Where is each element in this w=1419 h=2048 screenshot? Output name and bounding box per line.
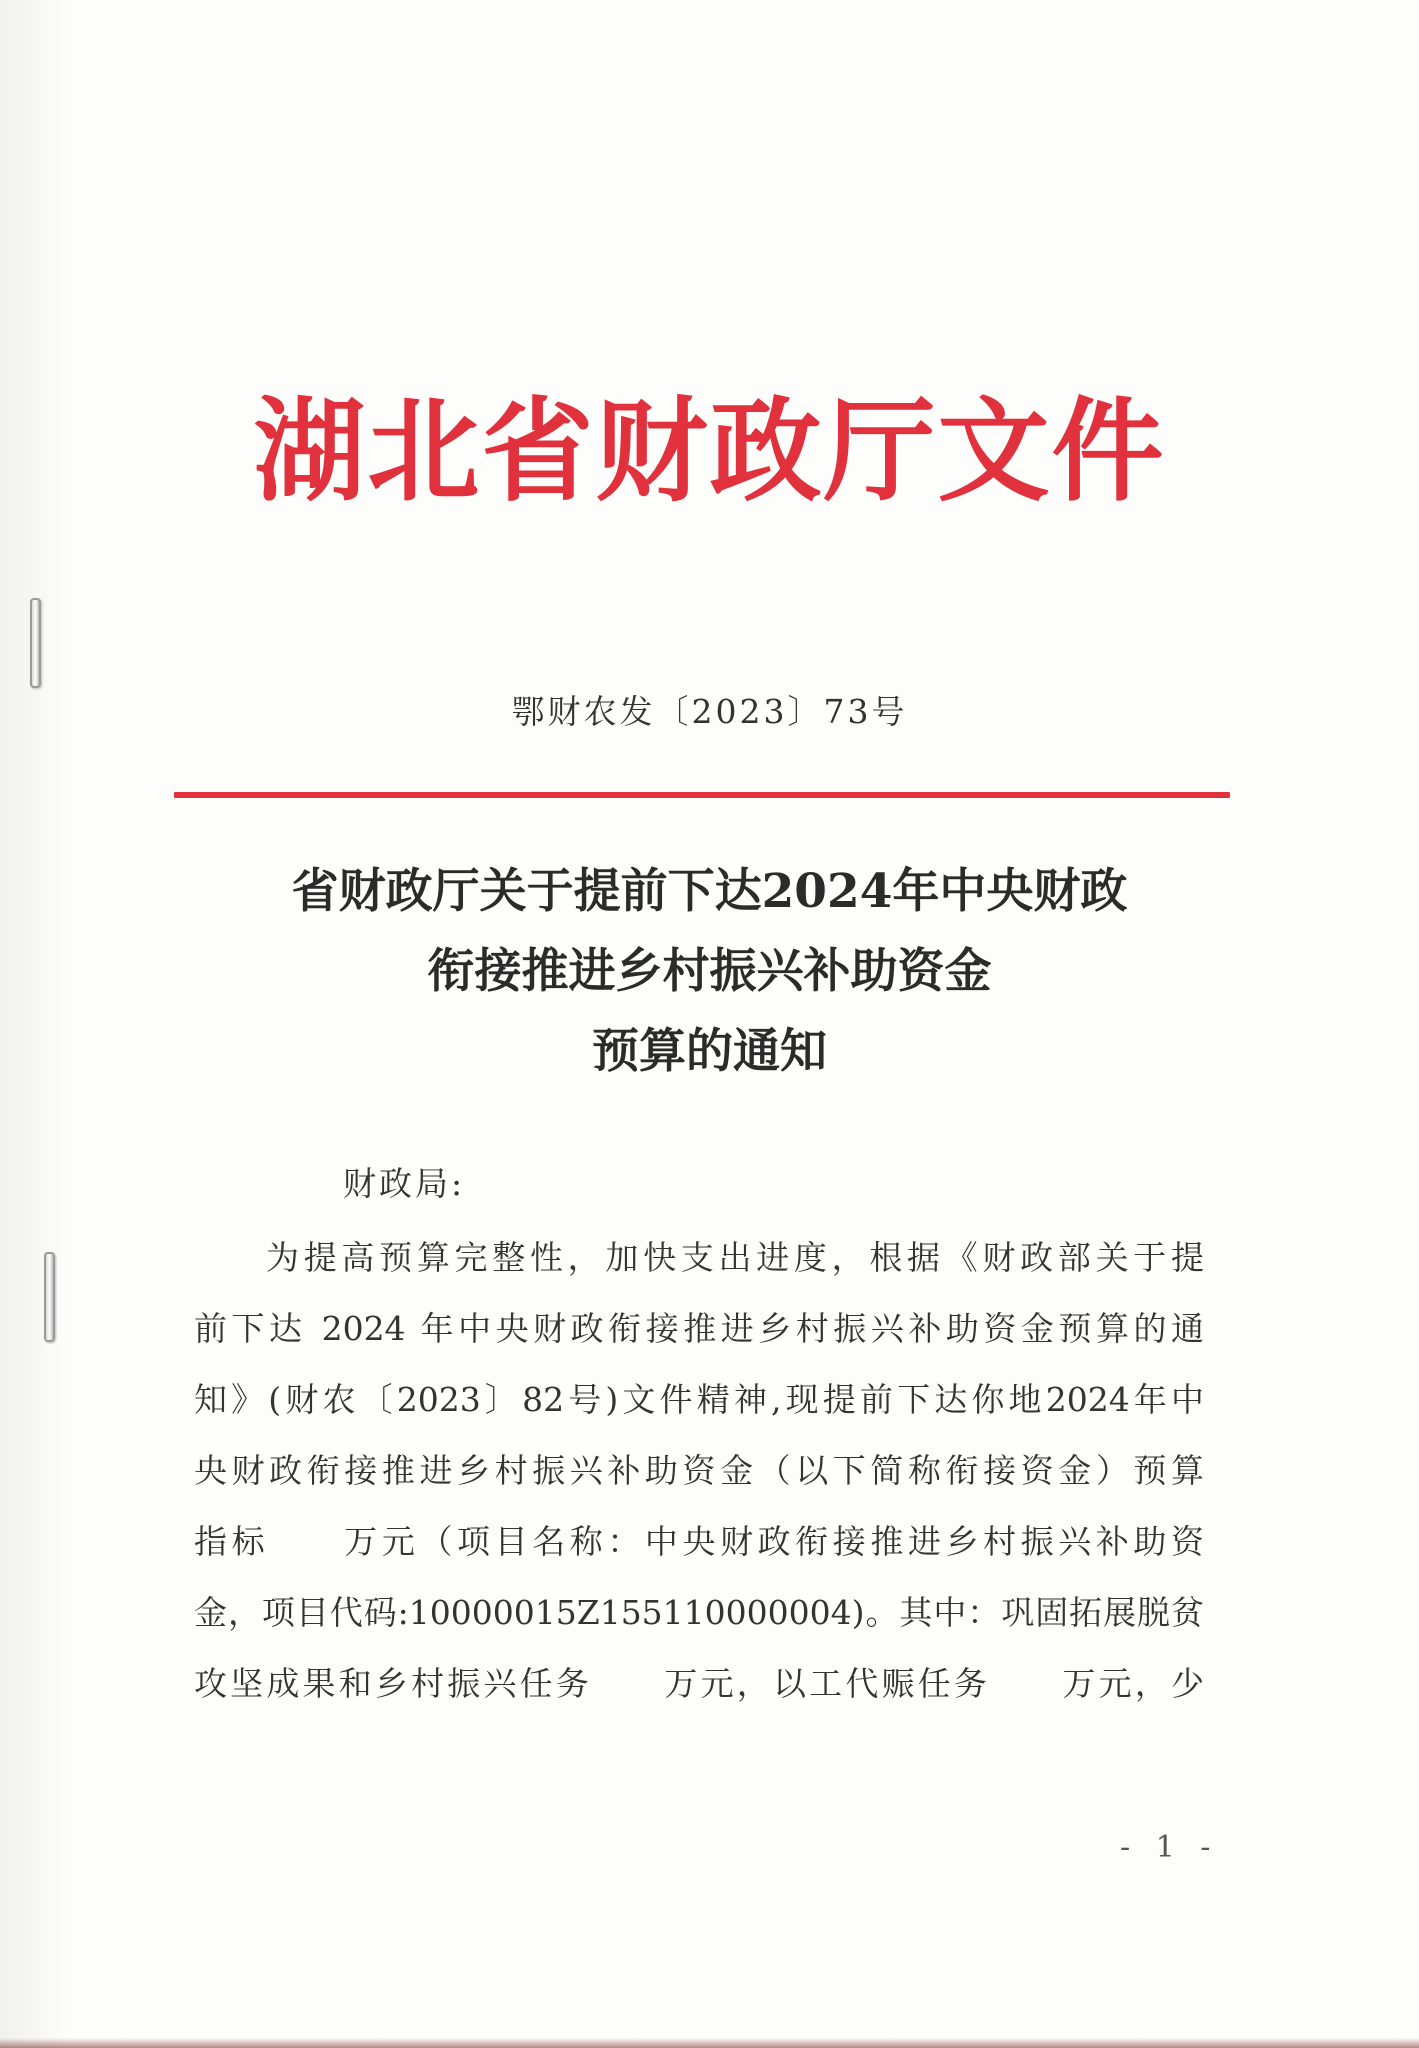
notice-title-line: 预算的通知 (592, 1024, 827, 1079)
notice-title (0, 852, 1419, 1092)
notice-title-line: 衔接推进乡村振兴补助资金 (427, 944, 992, 999)
body-text-line: 指标 万元（项目名称：中央财政衔接推进乡村振兴补助资 (194, 1522, 1204, 1561)
page-number: - 1 - (1120, 1830, 1219, 1865)
body-text-line: 金，项目代码:10000015Z155110000004)。其中：巩固拓展脱贫 (194, 1593, 1204, 1632)
body-text-line: 前下达 2024 年中央财政衔接推进乡村振兴补助资金预算的通 (194, 1309, 1204, 1348)
paper-bottom-edge (0, 2038, 1419, 2048)
body-text-line: 知》(财农〔2023〕82号)文件精神,现提前下达你地2024年中 (194, 1380, 1204, 1419)
body-text-line: 攻坚成果和乡村振兴任务 万元，以工代赈任务 万元，少 (194, 1664, 1204, 1703)
document-number: 鄂财农发〔2023〕73号 (511, 692, 908, 731)
letterhead-divider (174, 792, 1230, 798)
body-text-line: 为提高预算完整性，加快支出进度，根据《财政部关于提 (266, 1238, 1204, 1277)
body-text-line: 央财政衔接推进乡村振兴补助资金（以下简称衔接资金）预算 (194, 1451, 1204, 1490)
letterhead-title: 湖北省财政厅文件 (253, 387, 1166, 517)
addressee: 财政局: (343, 1164, 466, 1203)
staple-icon (30, 598, 41, 688)
notice-title-line: 省财政厅关于提前下达2024年中央财政 (291, 864, 1128, 919)
staple-icon (44, 1252, 55, 1342)
